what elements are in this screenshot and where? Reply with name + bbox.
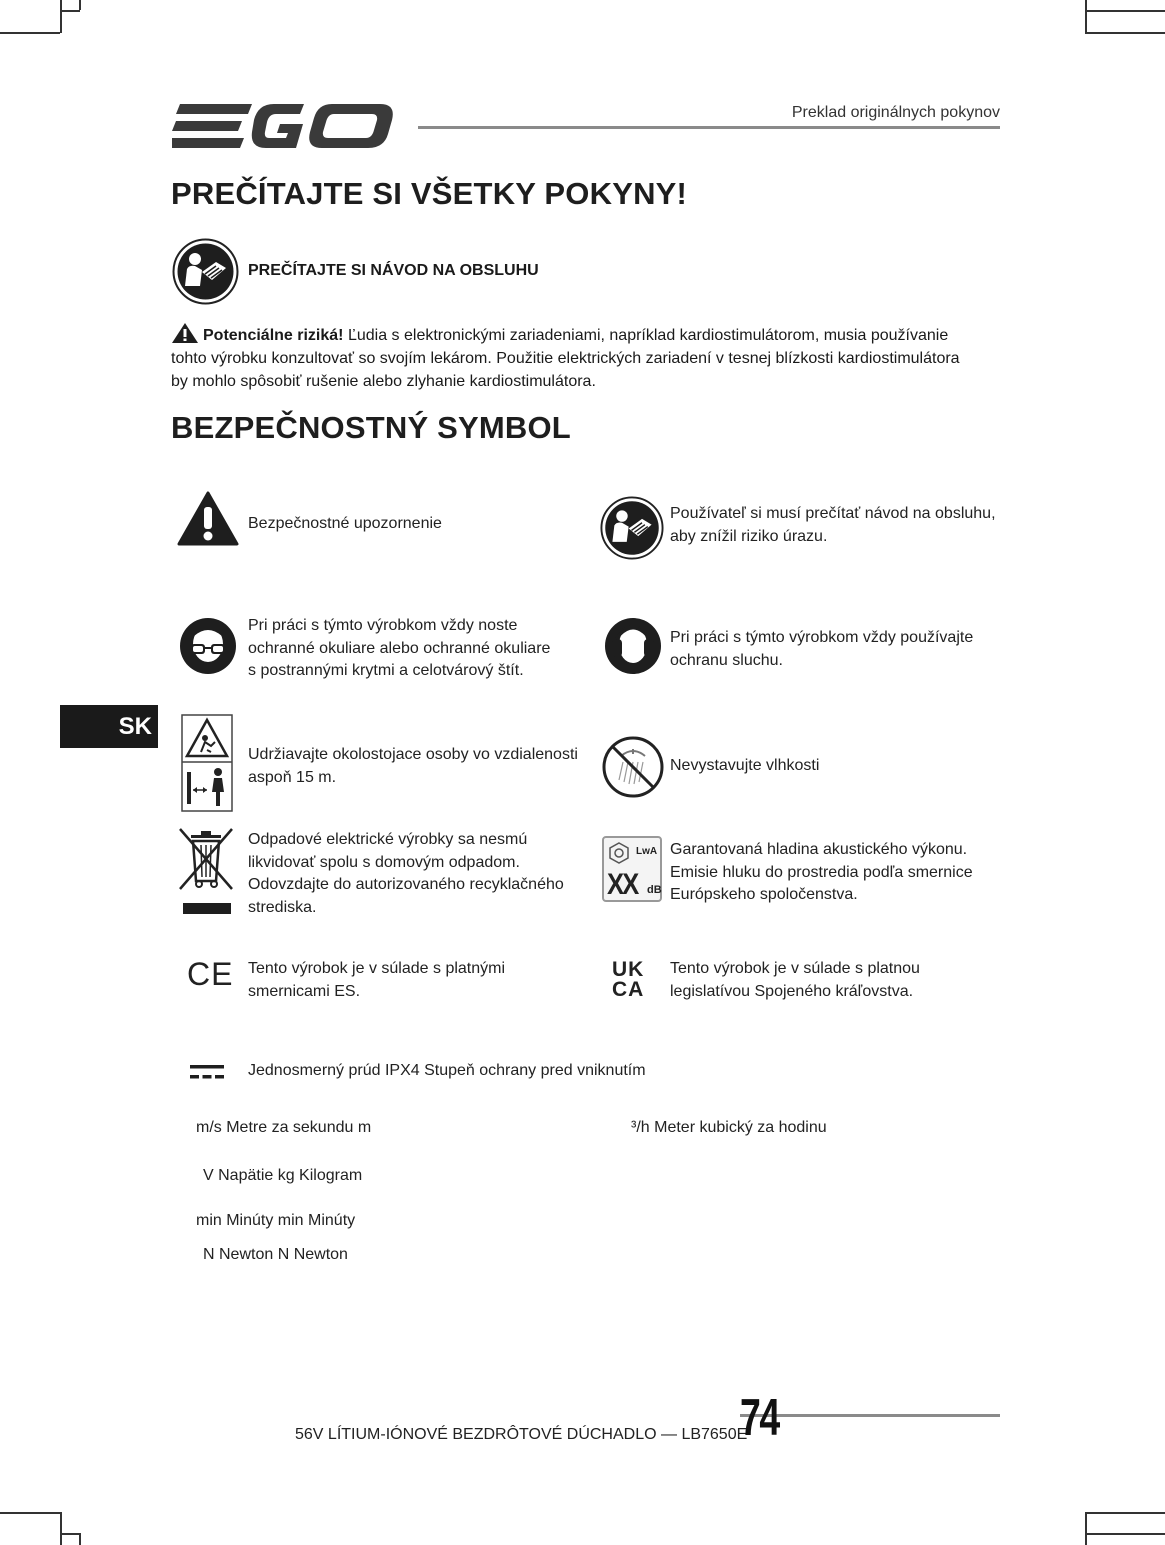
footer-rule xyxy=(740,1414,1000,1417)
ego-logo xyxy=(172,100,397,152)
crop-mark xyxy=(1085,1512,1087,1545)
crop-mark xyxy=(1085,10,1165,12)
hazard-warning-label: Potenciálne riziká! xyxy=(203,327,344,344)
ukca-mark xyxy=(612,960,654,1002)
no-moisture-icon xyxy=(601,736,665,798)
eye-protection-text: Pri práci s týmto výrobkom vždy noste ochranné okuliare alebo ochranné okuliare s postrannými krytmi a celotvárový štít. xyxy=(248,617,551,679)
unit-meters-per-second: m/s Metre za sekundu m xyxy=(196,1119,372,1136)
footer-title: 56V LÍTIUM-IÓNOVÉ BEZDRÔTOVÉ DÚCHADLO — LB7650E xyxy=(295,1426,748,1443)
ear-protection-text: Pri práci s týmto výrobkom vždy používajte ochranu sluchu. xyxy=(670,629,974,669)
crop-mark xyxy=(0,32,60,34)
hazard-warning-text: Ľudia s elektronickými zariadeniami, napríklad kardiostimulátorom, musia používanie tohto výrobku konzultovať so svojím lekárom. Použitie elektrických zariadení v tesnej blízkosti kardiostimulátora by mohlo spôsobiť rušenie alebo zlyhanie kardiostimulátora. xyxy=(171,327,960,390)
crop-mark xyxy=(60,1512,62,1545)
read-manual-icon xyxy=(172,238,239,305)
noise-badge-label: LwA xyxy=(636,846,658,857)
noise-badge-unit: dB xyxy=(647,884,662,896)
header-rule xyxy=(418,126,1000,129)
noise-source-icon xyxy=(608,842,630,864)
crop-mark xyxy=(1085,32,1165,34)
crop-mark xyxy=(60,0,62,33)
warning-icon xyxy=(171,322,199,344)
ukca-mark-top: UK xyxy=(612,958,645,981)
bystander-distance-icon xyxy=(181,714,233,812)
read-manual-icon xyxy=(600,496,664,560)
crop-mark xyxy=(60,1533,80,1535)
read-manual-label: PREČÍTAJTE SI NÁVOD NA OBSLUHU xyxy=(248,262,539,279)
hazard-warning xyxy=(171,322,971,393)
direct-current-text: Jednosmerný prúd IPX4 Stupeň ochrany pred vniknutím xyxy=(248,1062,646,1079)
section-title: BEZPEČNOSTNÝ SYMBOL xyxy=(171,410,571,445)
crop-mark xyxy=(60,10,80,12)
page-number: 74 xyxy=(740,1389,779,1447)
weee-text: Odpadové elektrické výrobky sa nesmú likvidovať spolu s domovým odpadom. Odovzdajte do autorizovaného recyklačného strediska. xyxy=(248,831,564,916)
ukca-mark-bottom: CA xyxy=(612,978,645,1001)
language-tab: SK xyxy=(60,705,158,748)
unit-minutes: min Minúty min Minúty xyxy=(196,1212,356,1229)
crop-mark xyxy=(0,1512,60,1514)
crop-mark xyxy=(79,0,81,10)
noise-level-badge xyxy=(602,836,662,902)
noise-level-text: Garantovaná hladina akustického výkonu. Emisie hluku do prostredia podľa smernice Európskeho spoločenstva. xyxy=(670,841,973,903)
eye-protection-icon xyxy=(179,617,237,675)
noise-badge-value: XX xyxy=(607,868,638,901)
bystander-distance-text: Udržiavajte okolostojace osoby vo vzdialenosti aspoň 15 m. xyxy=(248,746,578,786)
crop-mark xyxy=(1085,1533,1165,1535)
unit-volts-kilogram: V Napätie kg Kilogram xyxy=(203,1167,363,1184)
read-manual-text: Používateľ si musí prečítať návod na obsluhu, aby znížil riziko úrazu. xyxy=(670,505,996,545)
unit-newton: N Newton N Newton xyxy=(203,1246,348,1263)
page-title: PREČÍTAJTE SI VŠETKY POKYNY! xyxy=(171,176,688,211)
weee-bin-icon xyxy=(177,827,235,917)
safety-alert-text: Bezpečnostné upozornenie xyxy=(248,515,442,532)
no-moisture-text: Nevystavujte vlhkosti xyxy=(670,757,820,774)
crop-mark xyxy=(79,1533,81,1545)
unit-cubic-meters-per-hour: ³/h Meter kubický za hodinu xyxy=(631,1119,827,1136)
safety-alert-icon xyxy=(177,491,239,546)
ce-text: Tento výrobok je v súlade s platnými smernicami ES. xyxy=(248,960,506,1000)
direct-current-icon xyxy=(190,1064,224,1080)
crop-mark xyxy=(1085,0,1087,33)
translation-note: Preklad originálnych pokynov xyxy=(791,104,1000,121)
ukca-text: Tento výrobok je v súlade s platnou legislatívou Spojeného kráľovstva. xyxy=(670,960,920,1000)
ear-protection-icon xyxy=(604,617,662,675)
crop-mark xyxy=(1085,1512,1165,1514)
ce-mark: CE xyxy=(187,956,234,992)
